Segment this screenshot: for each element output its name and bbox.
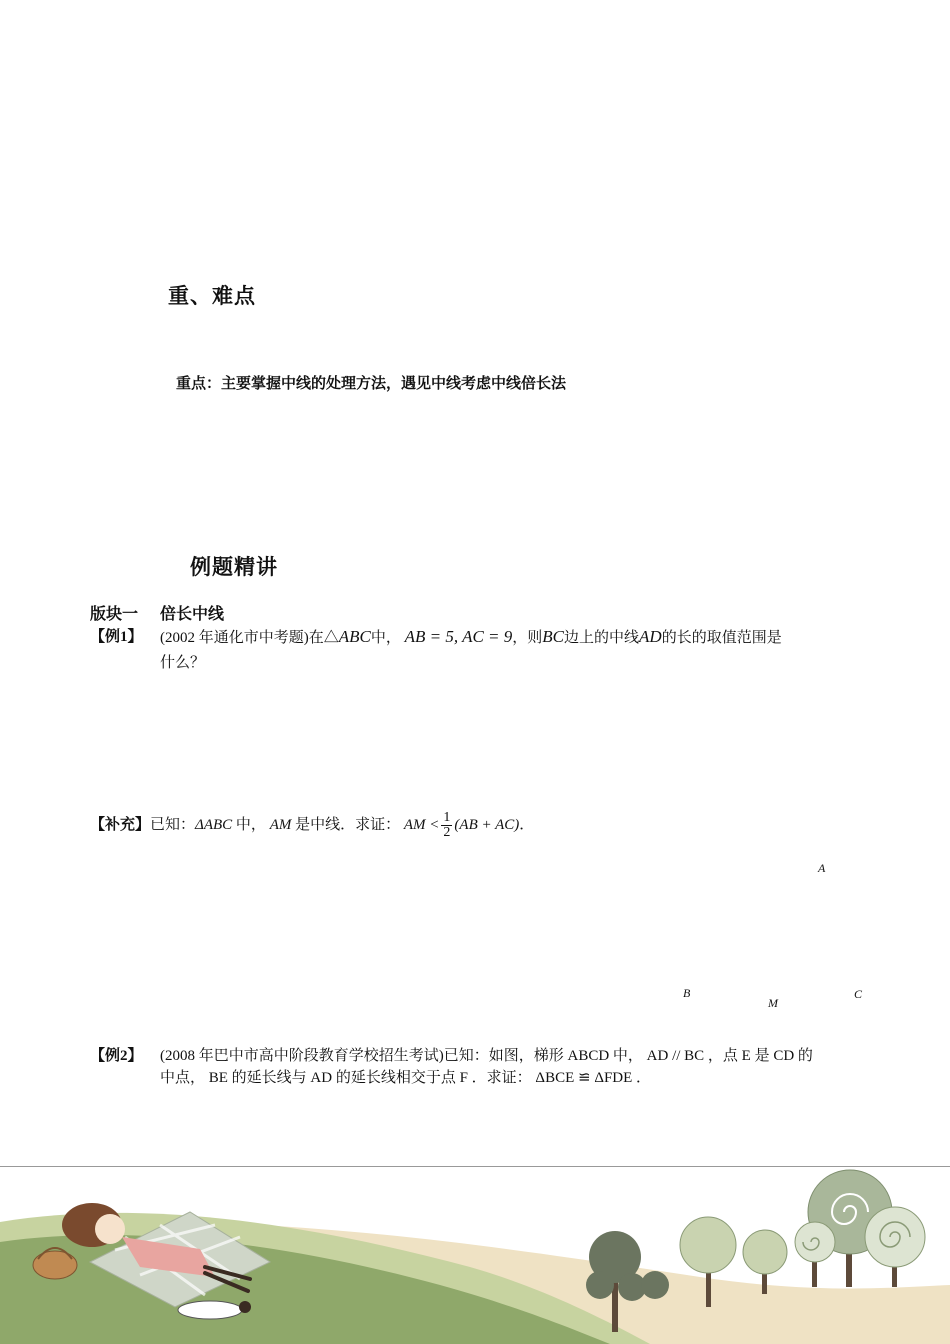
example2 bbox=[90, 1045, 143, 1067]
example1-line1 bbox=[160, 626, 782, 649]
fraction-one-half bbox=[441, 811, 452, 840]
figure-label-c: C bbox=[854, 987, 863, 1001]
fraction-numerator: 1 bbox=[443, 810, 451, 825]
example1 bbox=[90, 626, 143, 648]
supplement-text: 是中线．求证： bbox=[291, 816, 401, 833]
fraction-denominator: 2 bbox=[443, 825, 451, 840]
side-bc: BC bbox=[542, 627, 565, 646]
median-am: AM bbox=[269, 816, 292, 833]
tree-spiral-3 bbox=[865, 1207, 925, 1287]
given-lengths: AB = 5, AC = 9 bbox=[404, 627, 513, 646]
inequality-left: AM < bbox=[403, 816, 440, 833]
supplement-tag: 【补充】 bbox=[90, 816, 151, 833]
block-number: 版块一 bbox=[90, 604, 139, 623]
footer-illustration bbox=[0, 1167, 950, 1344]
tree-spiral-2 bbox=[795, 1222, 835, 1287]
example2-tag: 【例2】 bbox=[90, 1048, 143, 1064]
key-point-text: 重点：主要掌握中线的处理方法，遇见中线考虑中线倍长法 bbox=[176, 374, 567, 392]
figure-label-m: M bbox=[768, 996, 778, 1010]
triangle-abc: ΔABC bbox=[195, 816, 233, 833]
supplement-end: ． bbox=[519, 816, 535, 833]
dog bbox=[178, 1301, 242, 1319]
median-ad: AD bbox=[639, 627, 662, 646]
inequality-right: (AB + AC) bbox=[454, 816, 520, 833]
example1-text: ，则 bbox=[512, 630, 543, 646]
example1-text: 边上的中线 bbox=[564, 630, 640, 646]
example2-line2: 中点， BE 的延长线与 AD 的延长线相交于点 F ．求证： ΔBCE ≌ ΔFDE ． bbox=[160, 1070, 652, 1086]
supplement bbox=[90, 811, 534, 840]
example1-line2: 什么？ bbox=[160, 655, 206, 671]
example2-line1: (2008 年巴中市高中阶段教育学校招生考试)已知：如图，梯形 ABCD 中， AD // BC ，点 E 是 CD 的 bbox=[160, 1048, 813, 1064]
key-points-heading: 重、难点 bbox=[168, 284, 256, 308]
example1-source: (2002 年通化市中考题) bbox=[160, 630, 309, 646]
figure-label-a: A bbox=[818, 861, 826, 875]
examples-heading: 例题精讲 bbox=[190, 555, 278, 579]
supplement-text: 已知： bbox=[150, 816, 196, 833]
example1-tag: 【例1】 bbox=[90, 629, 143, 645]
supplement-text: 中， bbox=[232, 816, 266, 833]
basket bbox=[33, 1251, 77, 1279]
example1-text: 在△ bbox=[308, 630, 339, 646]
triangle-abc: ABC bbox=[338, 627, 371, 646]
block-title bbox=[90, 601, 224, 624]
figure-label-b: B bbox=[683, 986, 691, 1000]
girl-face bbox=[95, 1214, 125, 1244]
block-topic: 倍长中线 bbox=[160, 604, 225, 623]
example1-text: 的长的取值范围是 bbox=[661, 630, 782, 646]
example1-text: 中， bbox=[370, 630, 401, 646]
